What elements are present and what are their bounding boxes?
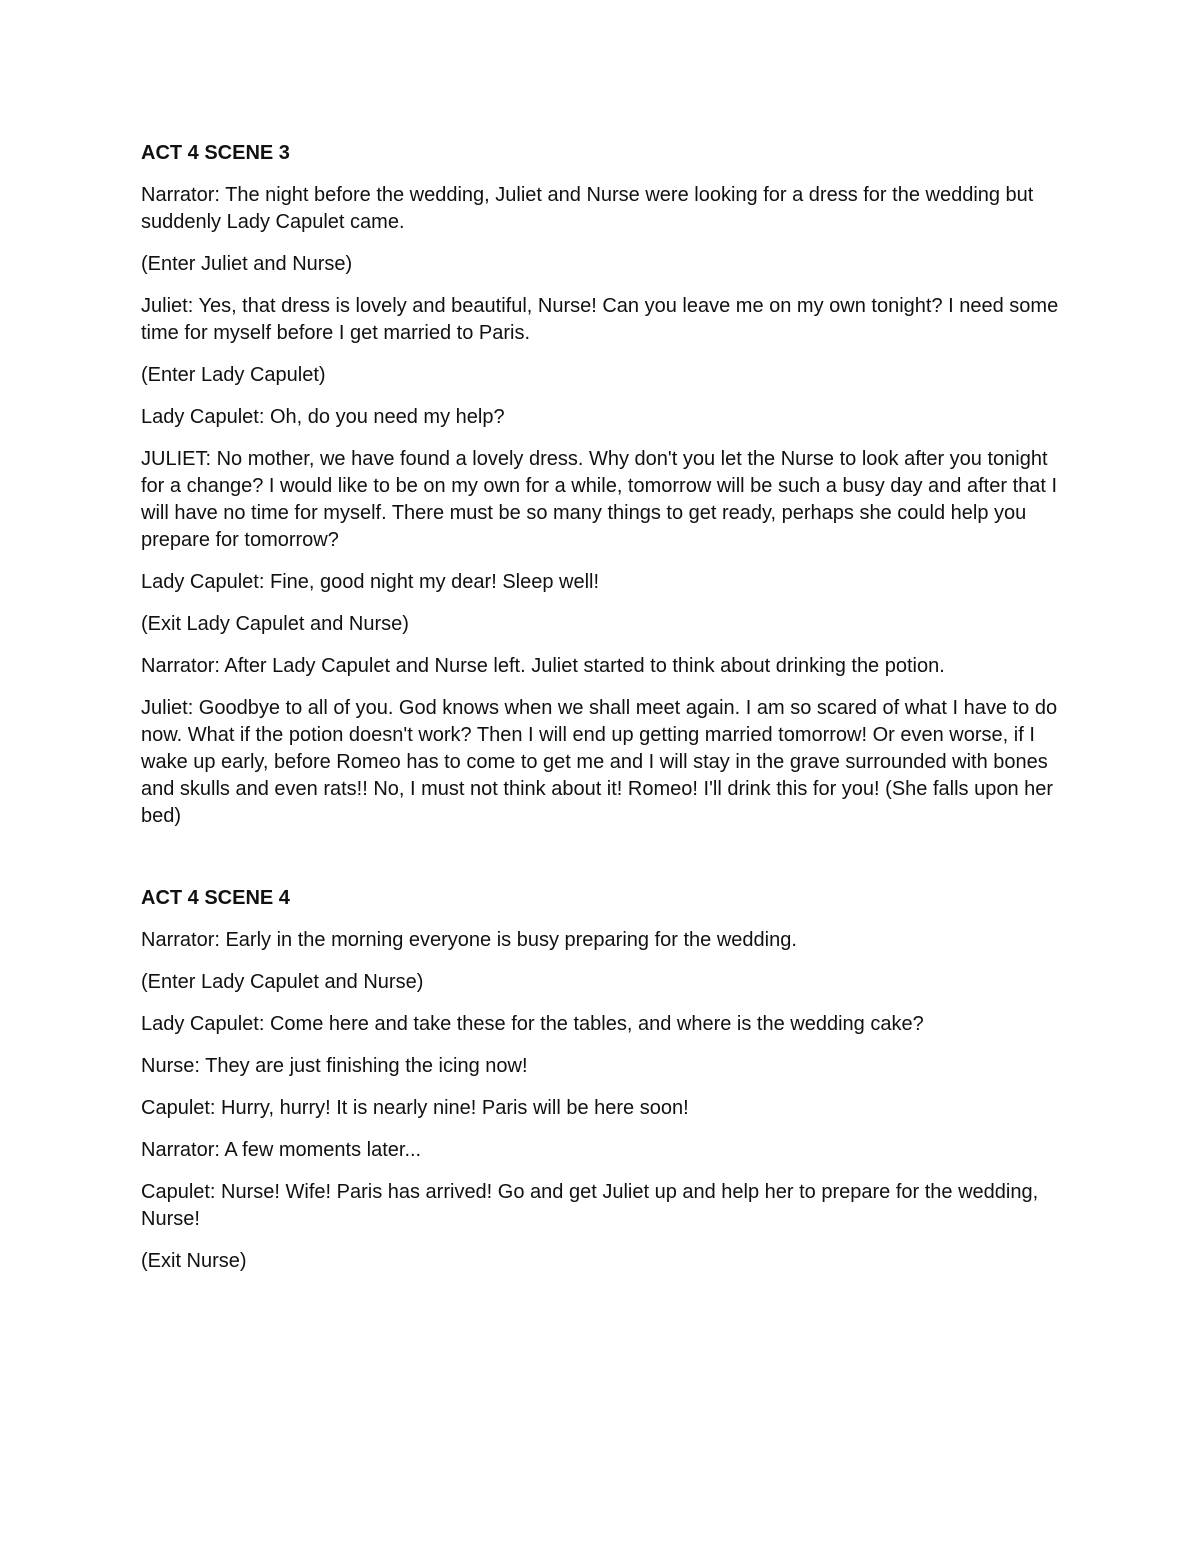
paragraph: JULIET: No mother, we have found a lovely dress. Why don't you let the Nurse to look after you tonight for a change? I would like to be on my own for a while, tomorrow will be such a busy day and after that I will have no time for myself. There must be so many things to get ready, perhaps she could help you prepare for tomorrow? [141, 448, 1058, 551]
paragraph: Juliet: Goodbye to all of you. God knows when we shall meet again. I am so scared of what I have to do now. What if the potion doesn't work? Then I will end up getting married tomorrow! Or even worse, if I wake up early, before Romeo has to come to get me and I will stay in the grave surrounded with bones and skulls and even rats!! No, I must not think about it! Romeo! I'll drink this for you! (She falls upon her bed) [141, 697, 1058, 827]
paragraph: Lady Capulet: Oh, do you need my help? [141, 406, 505, 428]
paragraph: Narrator: After Lady Capulet and Nurse left. Juliet started to think about drinking the potion. [141, 655, 945, 677]
document-page [141, 140, 1071, 1290]
scene-divider-space [141, 845, 1071, 885]
paragraph: Capulet: Hurry, hurry! It is nearly nine! Paris will be here soon! [141, 1097, 689, 1119]
paragraph: Narrator: Early in the morning everyone is busy preparing for the wedding. [141, 929, 797, 951]
scene-act4-scene4 [141, 885, 1071, 1275]
paragraph: Narrator: The night before the wedding, Juliet and Nurse were looking for a dress for the wedding but suddenly Lady Capulet came. [141, 184, 1034, 233]
paragraph: Lady Capulet: Fine, good night my dear! Sleep well! [141, 571, 600, 593]
stage-direction: (Enter Lady Capulet) [141, 364, 326, 386]
paragraph: Juliet: Yes, that dress is lovely and beautiful, Nurse! Can you leave me on my own tonight? I need some time for myself before I get married to Paris. [141, 295, 1059, 344]
paragraph: Capulet: Nurse! Wife! Paris has arrived! Go and get Juliet up and help her to prepare for the wedding, Nurse! [141, 1181, 1039, 1230]
stage-direction: (Exit Lady Capulet and Nurse) [141, 613, 409, 635]
paragraph: Lady Capulet: Come here and take these for the tables, and where is the wedding cake? [141, 1013, 924, 1035]
scene-act4-scene3 [141, 140, 1071, 830]
paragraph: Nurse: They are just finishing the icing now! [141, 1055, 528, 1077]
scene-heading: ACT 4 SCENE 3 [141, 142, 290, 164]
stage-direction: (Exit Nurse) [141, 1250, 247, 1272]
scene-heading: ACT 4 SCENE 4 [141, 887, 290, 909]
paragraph: Narrator: A few moments later... [141, 1139, 422, 1161]
stage-direction: (Enter Lady Capulet and Nurse) [141, 971, 424, 993]
stage-direction: (Enter Juliet and Nurse) [141, 253, 353, 275]
